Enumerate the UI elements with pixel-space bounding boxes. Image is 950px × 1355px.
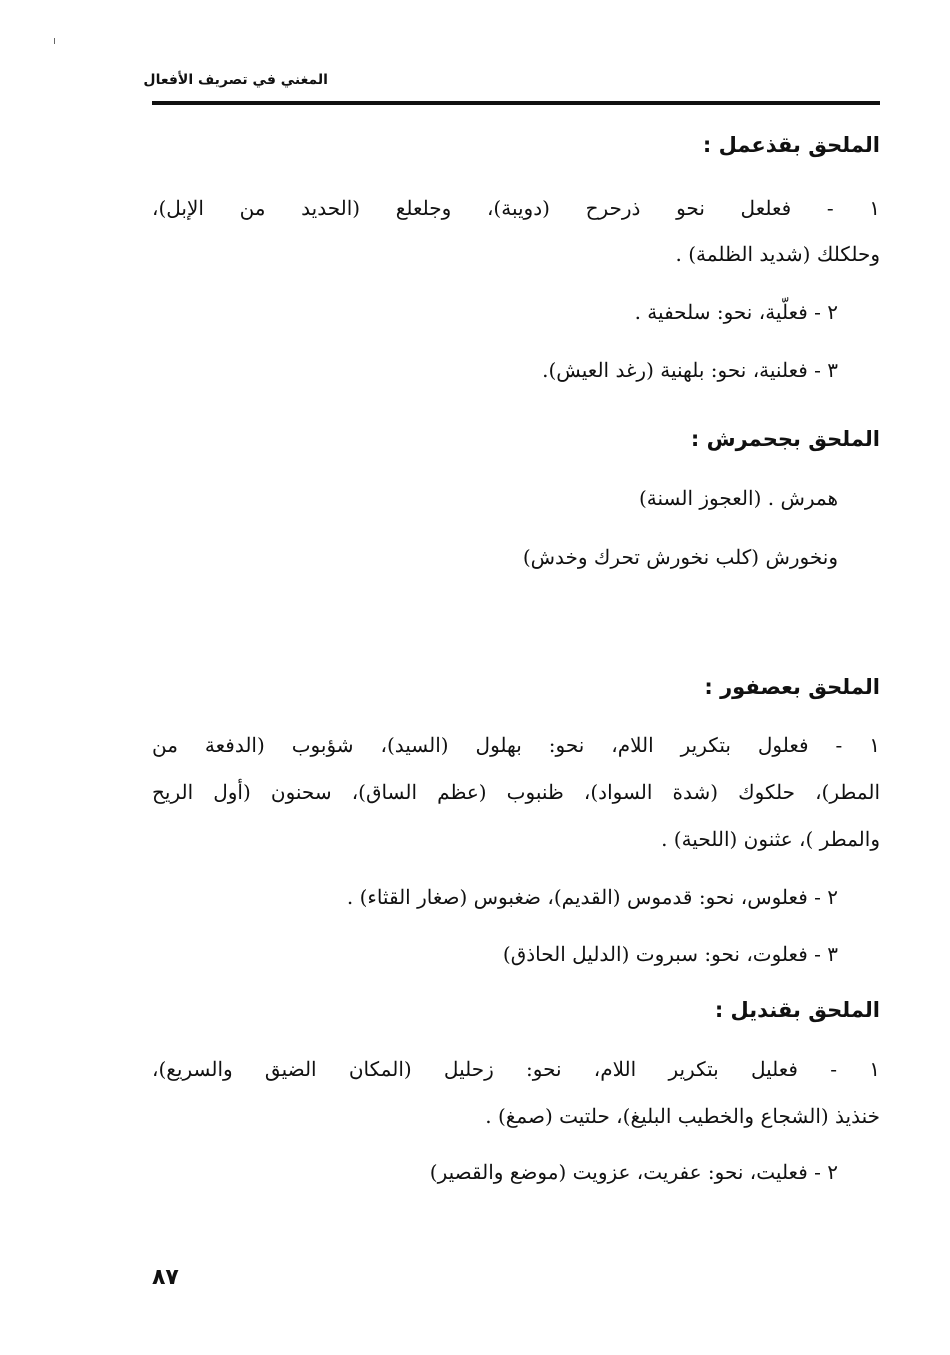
- list-item: ٢ - فعلوس، نحو: قدموس (القديم)، ضغبوس (صغار القثاء) .: [346, 885, 838, 909]
- page-number: ٨٧: [152, 1265, 179, 1290]
- section-heading-qadhamil: الملحق بقذعمل :: [702, 133, 880, 157]
- section-heading-qindil: الملحق بقنديل :: [714, 998, 880, 1022]
- section-heading-jahmarish: الملحق بجحمرش :: [690, 427, 880, 451]
- paragraph-line: المطر)، حلكوك (شدة السواد)، ظنبوب (عظم الساق)، سحنون (أول الريح: [152, 780, 880, 804]
- paragraph-line: ١ - فعلول بتكرير اللام، نحو: بهلول (السيد)، شؤبوب (الدفعة من: [152, 733, 880, 757]
- list-item: ونخورش (كلب نخورش تحرك وخدش): [522, 545, 838, 569]
- paragraph-line: ١ - فعليل بتكرير اللام، نحو: زحليل (المكان الضيق والسريع)،: [152, 1057, 880, 1081]
- list-item: ٣ - فعلوت، نحو: سبروت (الدليل الحاذق): [502, 942, 838, 966]
- paragraph-line: وحلكلك (شديد الظلمة) .: [675, 242, 880, 266]
- paragraph-line: ١ - فعلعل نحو ذرحرح (دويبة)، وجلعلع (الحديد من الإبل)،: [152, 196, 880, 220]
- paragraph-line: خنذيذ (الشجاع والخطيب البليغ)، حلتيت (صمغ) .: [485, 1104, 880, 1128]
- header-rule: [152, 101, 880, 105]
- paragraph-line: والمطر )، عثنون (اللحية) .: [661, 827, 880, 851]
- list-item: ٣ - فعلنية، نحو: بلهنية (رغد العيش).: [542, 358, 838, 382]
- list-item: ٢ - فعلّية، نحو: سلحفية .: [634, 300, 838, 324]
- list-item: همرش . (العجوز السنة): [638, 486, 838, 510]
- running-title: المغني في تصريف الأفعال: [143, 72, 328, 88]
- scan-speck: [54, 38, 55, 44]
- section-heading-usfur: الملحق بعصفور :: [704, 675, 880, 699]
- list-item: ٢ - فعليت، نحو: عفريت، عزويت (موضع والقصير): [429, 1160, 838, 1184]
